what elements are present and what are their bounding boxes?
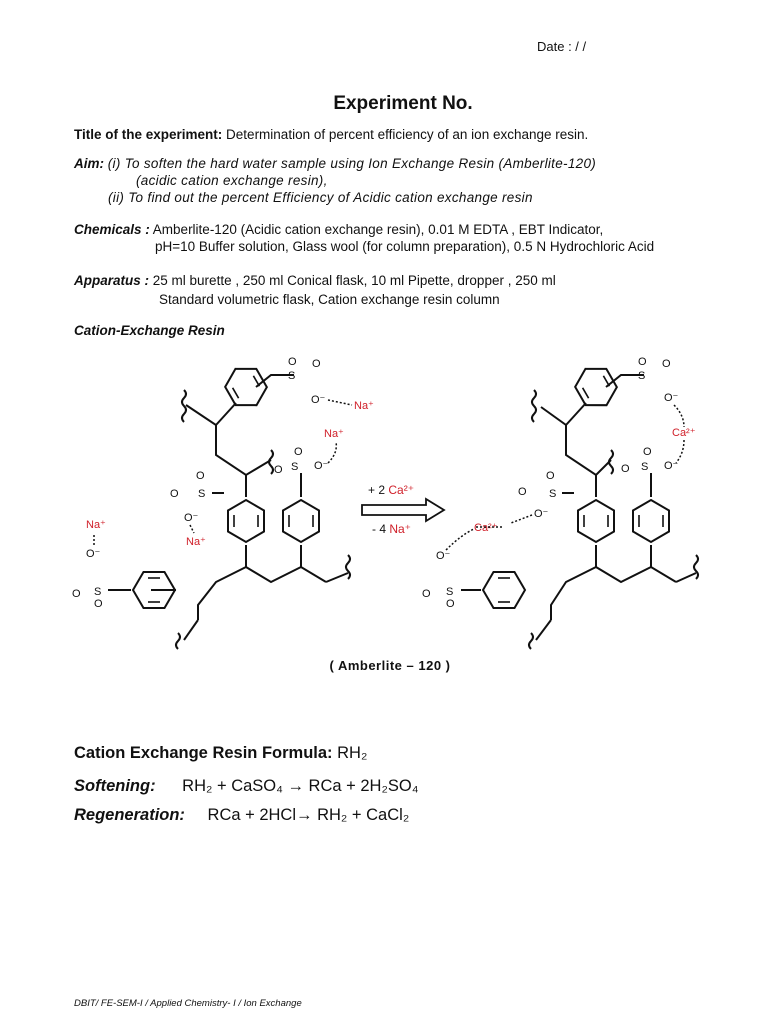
chemicals-text-2: pH=10 Buffer solution, Glass wool (for column preparation), 0.5 N Hydrochloric Acid — [155, 239, 655, 254]
sulfur-label-1: S — [288, 370, 296, 382]
sulfur-label-3: S — [198, 488, 206, 500]
softening-label: Softening: — [74, 777, 156, 795]
reagent-remove-label: - 4 Na⁺ — [372, 522, 412, 536]
o-minus-label-5: O⁻ — [664, 392, 679, 404]
page-footer: DBIT/ FE-SEM-I / Applied Chemistry- I / Ion Exchange — [74, 998, 302, 1009]
calcium-ion-1: Ca²⁺ — [672, 427, 696, 439]
aim-text-2: (acidic cation exchange resin), — [136, 173, 328, 188]
figure-caption: ( Amberlite – 120 ) — [329, 658, 451, 673]
reagent-add-label: + 2 Ca²⁺ — [368, 483, 415, 497]
o-minus-label-4: O⁻ — [86, 548, 101, 560]
regeneration-label: Regeneration: — [74, 806, 185, 824]
softening-line — [74, 777, 418, 796]
ion-exchange-reaction-diagram — [66, 345, 716, 650]
resin-formula-value: RH₂ — [337, 744, 368, 762]
oxygen-label-4: O — [294, 446, 303, 458]
oxygen-label-15: O — [422, 588, 431, 600]
aim-label: Aim: — [74, 156, 104, 171]
sodium-ion-3: Na⁺ — [186, 536, 206, 548]
oxygen-label-5: O — [170, 488, 179, 500]
o-minus-label-7: O⁻ — [534, 508, 549, 520]
oxygen-label-8: O — [94, 598, 103, 610]
o-minus-label-8: O⁻ — [436, 550, 451, 562]
softening-equation: RH₂ + CaSO₄ → RCa + 2H₂SO₄ — [182, 777, 419, 795]
o-minus-label-3: O⁻ — [184, 512, 199, 524]
o-minus-label-2: O⁻ — [314, 460, 329, 472]
apparatus-text-2: Standard volumetric flask, Cation exchange resin column — [159, 292, 500, 307]
experiment-title: Experiment No. — [333, 93, 473, 114]
aim-text-3: (ii) To find out the percent Efficiency of Acidic cation exchange resin — [108, 190, 533, 205]
oxygen-label-13: O — [518, 486, 527, 498]
resin-formula-line — [74, 744, 367, 763]
chemicals-label: Chemicals : — [74, 222, 150, 237]
aim-text-1: (i) To soften the hard water sample using Ion Exchange Resin (Amberlite-120) — [107, 156, 597, 171]
apparatus-line-1 — [74, 273, 556, 288]
oxygen-label-14: O — [546, 470, 555, 482]
oxygen-label-16: O — [446, 598, 455, 610]
regeneration-line — [74, 806, 409, 825]
sulfur-label-6: S — [641, 461, 649, 473]
sodium-ion-2: Na⁺ — [324, 428, 344, 440]
oxygen-label-1: O — [288, 356, 297, 368]
oxygen-label-9: O — [638, 356, 647, 368]
regeneration-equation: RCa + 2HCl→ RH₂ + CaCl₂ — [207, 806, 410, 824]
calcium-ion-2: Ca²⁺ — [474, 522, 498, 534]
title-line — [74, 127, 588, 142]
chemicals-line-1 — [74, 222, 603, 237]
sulfur-label-8: S — [446, 586, 454, 598]
date-field: Date : / / — [537, 39, 587, 54]
title-value: Determination of percent efficiency of an ion exchange resin. — [226, 127, 589, 142]
apparatus-label: Apparatus : — [74, 273, 150, 288]
sulfur-label-5: S — [638, 370, 646, 382]
oxygen-label-11: O — [621, 463, 630, 475]
o-minus-label-6: O⁻ — [664, 460, 679, 472]
oxygen-label-12: O — [643, 446, 652, 458]
apparatus-text-1: 25 ml burette , 250 ml Conical flask, 10 ml Pipette, dropper , 250 ml — [152, 273, 556, 288]
section-heading: Cation-Exchange Resin — [74, 323, 225, 338]
sulfur-label-4: S — [94, 586, 102, 598]
oxygen-label-10: O — [662, 358, 671, 370]
resin-formula-label: Cation Exchange Resin Formula: — [74, 744, 333, 762]
o-minus-label-1: O⁻ — [311, 394, 326, 406]
chemicals-text-1: Amberlite-120 (Acidic cation exchange resin), 0.01 M EDTA , EBT Indicator, — [152, 222, 604, 237]
oxygen-label-7: O — [72, 588, 81, 600]
sulfur-label-7: S — [549, 488, 557, 500]
title-label: Title of the experiment: — [74, 127, 223, 142]
aim-line-1 — [74, 156, 596, 171]
oxygen-label-2: O — [312, 358, 321, 370]
oxygen-label-6: O — [196, 470, 205, 482]
sodium-ion-1: Na⁺ — [354, 400, 374, 412]
sodium-ion-4: Na⁺ — [86, 519, 106, 531]
oxygen-label-3: O — [274, 464, 283, 476]
sulfur-label-2: S — [291, 461, 299, 473]
